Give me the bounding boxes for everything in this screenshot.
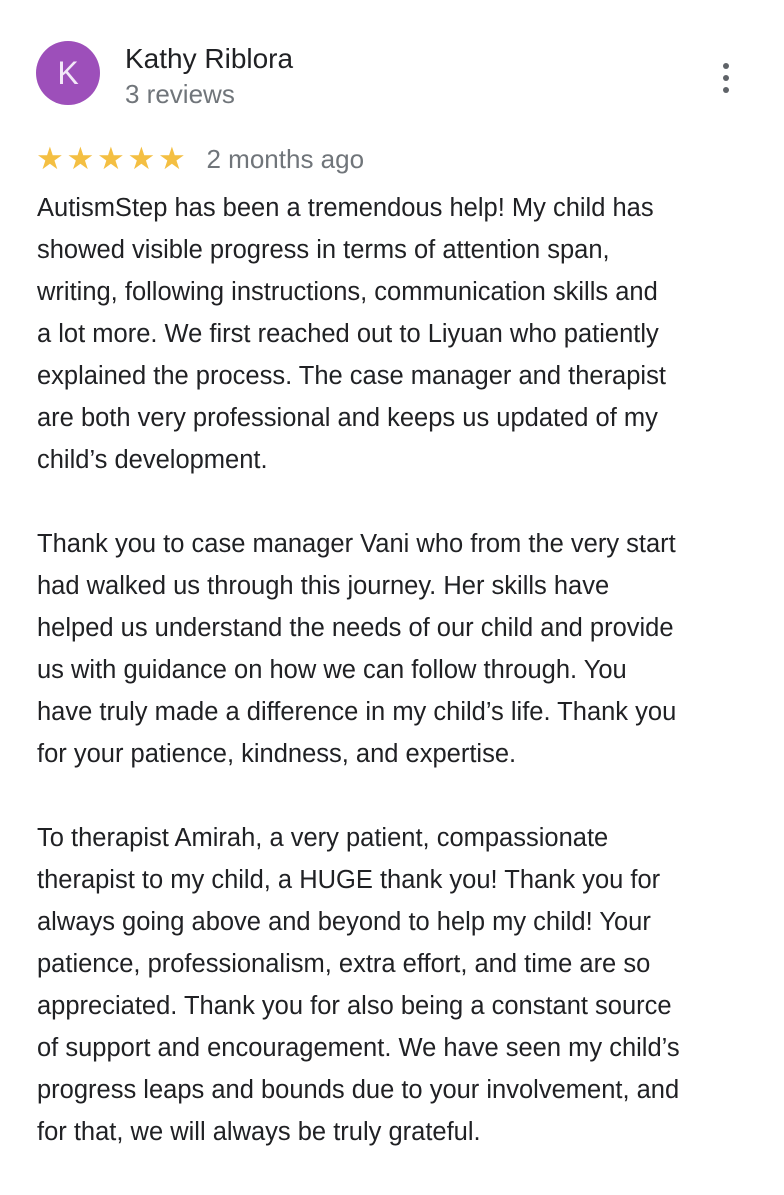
star-icon: ★ bbox=[36, 141, 64, 177]
review-line: writing, following instructions, communication skills and bbox=[37, 278, 658, 306]
review-line: had walked us through this journey. Her skills have bbox=[37, 572, 610, 600]
review-text bbox=[37, 187, 680, 1195]
review-line: showed visible progress in terms of attention span, bbox=[37, 236, 610, 264]
review-line: us with guidance on how we can follow through. You bbox=[37, 656, 627, 684]
more-options-icon[interactable] bbox=[712, 60, 740, 96]
review-line: patience, professionalism, extra effort, and time are so bbox=[37, 950, 651, 978]
review-line: appreciated. Thank you for also being a constant source bbox=[37, 992, 672, 1020]
review-line: for your patience, kindness, and expertise. bbox=[37, 740, 517, 768]
star-icon: ★ bbox=[66, 141, 95, 177]
review-line: progress leaps and bounds due to your involvement, and bbox=[37, 1076, 680, 1104]
review-line: helped us understand the needs of our child and provide bbox=[37, 614, 674, 642]
review-line: a lot more. We first reached out to Liyuan who patiently bbox=[37, 320, 659, 348]
review-line: are both very professional and keeps us updated of my bbox=[37, 404, 658, 432]
review-count: 3 reviews bbox=[125, 79, 235, 109]
review-time: 2 months ago bbox=[206, 143, 365, 174]
review-paragraph bbox=[37, 817, 680, 1153]
review-paragraph bbox=[37, 523, 680, 775]
review-line: explained the process. The case manager and therapist bbox=[37, 362, 666, 390]
review-line: always going above and beyond to help my child! Your bbox=[37, 908, 651, 936]
review-line: of support and encouragement. We have seen my child’s bbox=[37, 1034, 680, 1062]
review-line: Thank you to case manager Vani who from the very start bbox=[37, 530, 676, 558]
review-line: AutismStep has been a tremendous help! My child has bbox=[37, 194, 654, 222]
star-icon: ★ bbox=[158, 141, 186, 177]
star-icon: ★ bbox=[97, 141, 125, 177]
review-line: have truly made a difference in my child’s life. Thank you bbox=[37, 698, 677, 726]
star-icon: ★ bbox=[127, 141, 156, 177]
review-line: child’s development. bbox=[37, 446, 268, 474]
avatar[interactable]: K bbox=[36, 41, 100, 105]
star-rating bbox=[36, 140, 364, 178]
review-line: To therapist Amirah, a very patient, compassionate bbox=[37, 824, 609, 852]
reviewer-name[interactable]: Kathy Riblora bbox=[125, 43, 294, 74]
review-paragraph bbox=[37, 187, 680, 481]
stars bbox=[36, 140, 189, 178]
review-line: for that, we will always be truly grateful. bbox=[37, 1118, 481, 1146]
review-line: therapist to my child, a HUGE thank you! Thank you for bbox=[37, 866, 661, 894]
